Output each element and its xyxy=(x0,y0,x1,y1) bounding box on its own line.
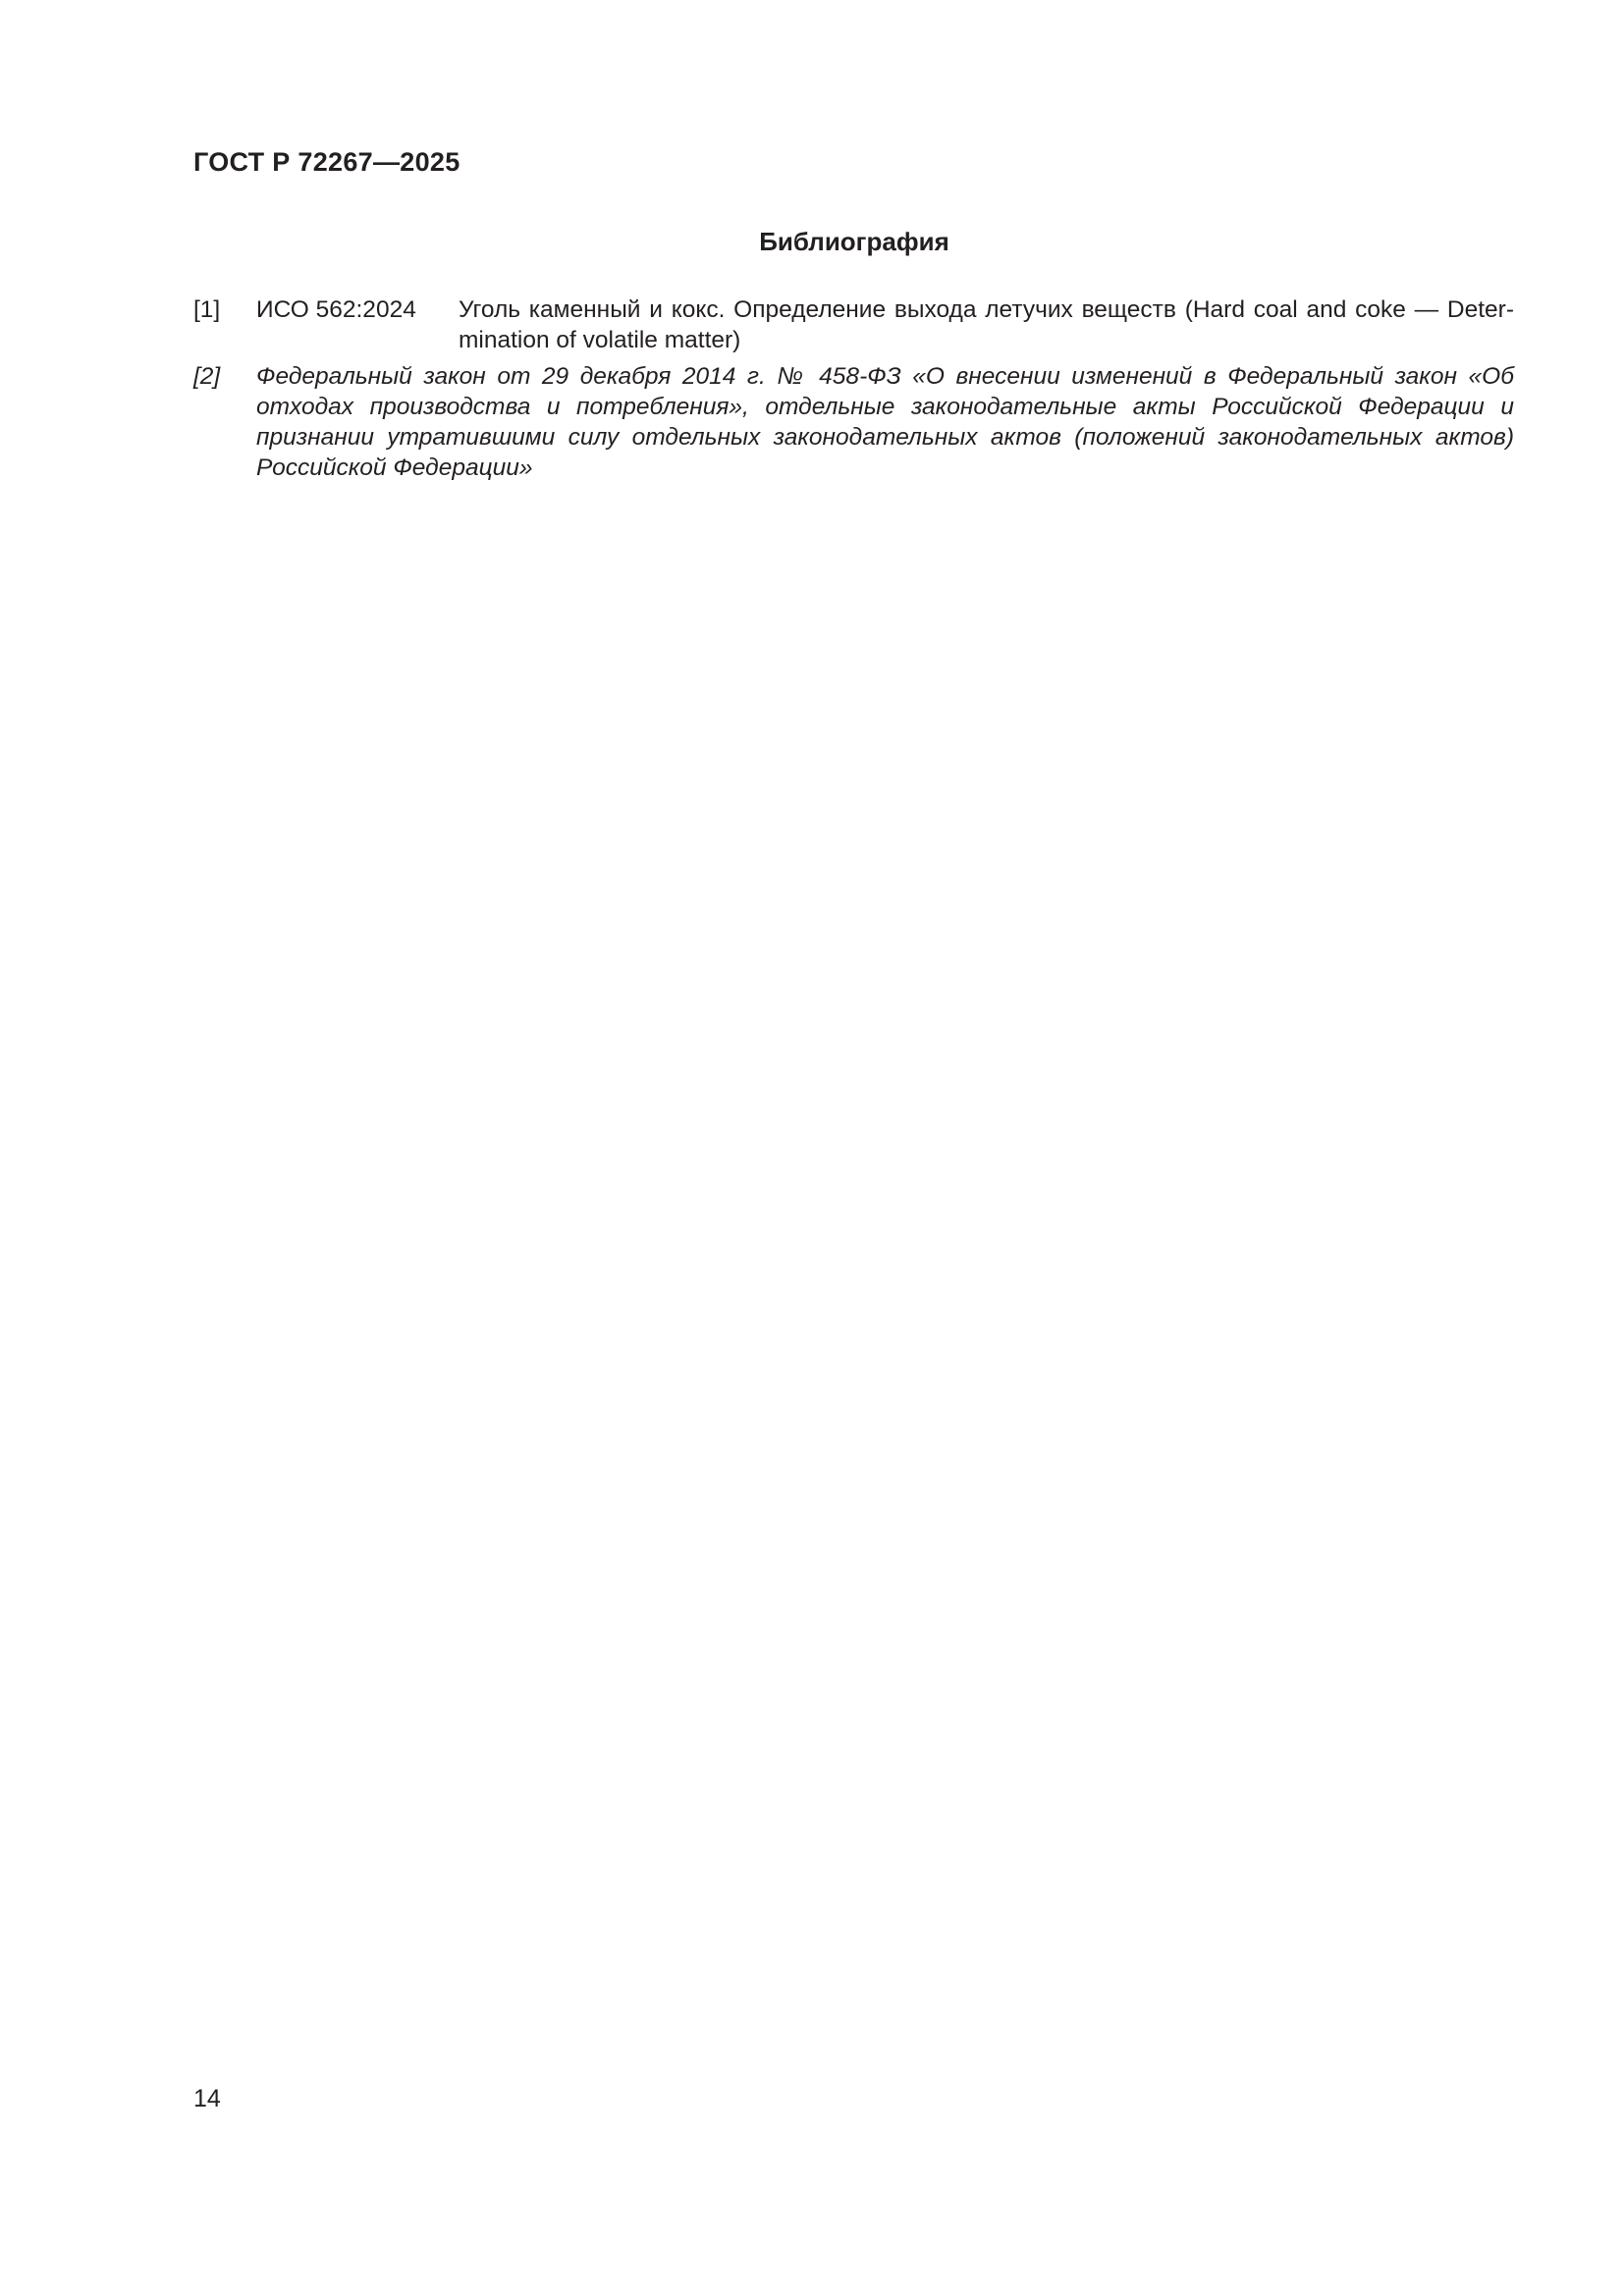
page-number: 14 xyxy=(193,2085,221,2112)
bibliography-entry xyxy=(193,361,1514,483)
entry-text: Уголь каменный и кокс. Определение выхода летучих веществ (Hard coal and coke — Determination of volatile matter) xyxy=(459,296,1514,353)
section-title: Библиография xyxy=(759,227,949,256)
entry-number: [1] xyxy=(193,296,221,323)
entry-number: [2] xyxy=(193,363,221,390)
entry-text: Федеральный закон от 29 декабря 2014 г. № 458-ФЗ «О внесении изменений в Федеральный закон «Об отходах производства и потребления», отдельные законодательные акты Российской Федерации и признании утратившими силу отдельных законодательных актов (положений законодательных актов) Российской Федерации» xyxy=(256,363,1514,481)
bibliography-entry xyxy=(193,294,1514,355)
document-code: ГОСТ Р 72267—2025 xyxy=(193,147,460,177)
entry-standard-code: ИСО 562:2024 xyxy=(256,296,416,323)
bibliography-list xyxy=(193,294,1514,489)
